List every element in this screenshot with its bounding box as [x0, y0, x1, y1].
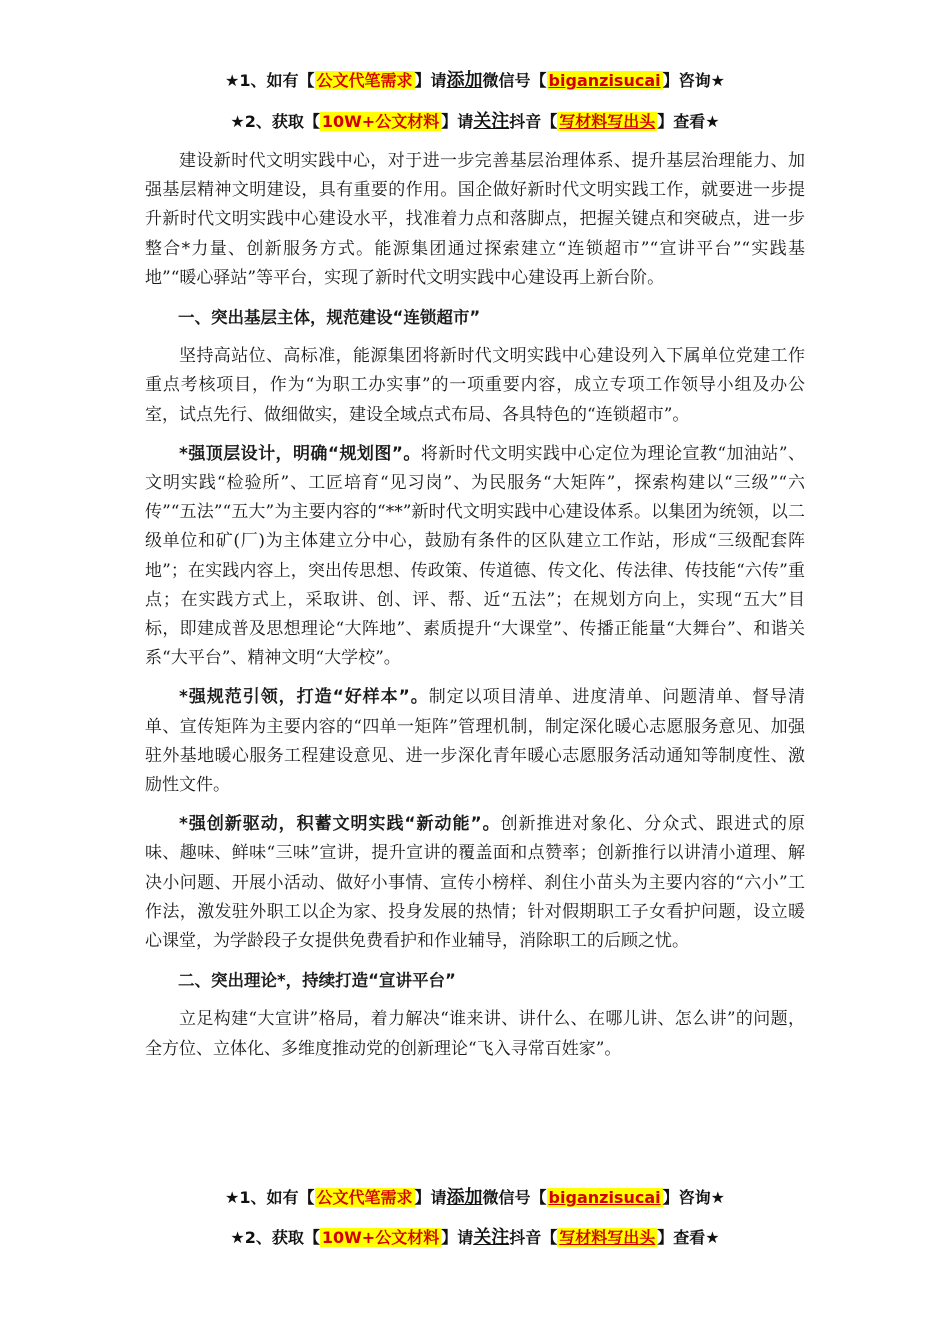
intro-paragraph: 建设新时代文明实践中心，对于进一步完善基层治理体系、提升基层治理能力、加强基层精神文明建设，具有重要的作用。国企做好新时代文明实践工作，就要进一步提升新时代文明实践中心建设水平，找准着力点和落脚点，把握关键点和突破点，进一步整合*力量、创新服务方式。能源集团通过探索建立“连锁超市”“宣讲平台”“实践基地”“暖心驿站”等平台，实现了新时代文明实践中心建设再上新台阶。 — [145, 151, 805, 288]
paragraph-text: 将新时代文明实践中心定位为理论宣教“加油站”、文明实践“检验所”、工匠培育“见习岗”、为民服务“大矩阵”，探索构建以“三级”“六传”“五法”“五大”为主要内容的“**”新时代文明实践中心建设体系。以集团为统领，以二级单位和矿(厂)为主体建立分中心，鼓励有条件的区队建立工作站，形成“三级配套阵地”；在实践内容上，突出传思想、传政策、传道德、传文化、传法律、传技能“六传”重点；在实践方式上，采取讲、创、评、帮、近“五法”；在规划方向上，实现“五大”目标，即建成普及思想理论“大阵地”、素质提升“大课堂”、传播正能量“大舞台”、和谐关系“大平台”、精神文明“大学校”。 — [145, 443, 805, 669]
banner-text: ★1、如有【 — [225, 71, 315, 90]
emphasis-add: 添加 — [446, 1187, 483, 1208]
highlight-service: 公文代笔需求 — [316, 71, 413, 90]
paragraph-text: 创新推进对象化、分众式、跟进式的原味、趣味、鲜味“三味”宣讲，提升宣讲的覆盖面和点赞率；创新推行以讲清小道理、解决小问题、开展小活动、做好小事情、宣传小榜样、刹住小苗头为主要内容的“六小”工作法，激发驻外职工以企为家、投身发展的热情；针对假期职工子女看护问题，设立暖心课堂，为学龄段子女提供免费看护和作业辅导，消除职工的后顾之忧。 — [145, 814, 805, 952]
banner-text: 抖音【 — [509, 1228, 558, 1247]
promo-banner-top-1 — [0, 70, 950, 92]
paragraph — [145, 810, 805, 956]
banner-text: 】咨询★ — [662, 1188, 725, 1207]
banner-text: 】请 — [414, 1188, 447, 1207]
emphasis-follow: 关注 — [473, 1227, 510, 1248]
highlight-wechat-id: biganzisucai — [548, 71, 661, 90]
paragraph: 立足构建“大宣讲”格局，着力解决“谁来讲、讲什么、在哪儿讲、怎么讲”的问题，全方位、立体化、多维度推动党的创新理论“飞入寻常百姓家”。 — [145, 1009, 805, 1059]
banner-text: ★2、获取【 — [230, 1228, 320, 1247]
banner-text: 】咨询★ — [662, 71, 725, 90]
highlight-douyin-id: 写材料写出头 — [559, 1228, 656, 1247]
paragraph-lead: *强规范引领，打造“好样本”。 — [179, 687, 429, 708]
banner-text: 】请 — [414, 71, 447, 90]
document-body — [145, 147, 805, 1064]
banner-text: 】查看★ — [657, 112, 720, 131]
banner-text: 】查看★ — [657, 1228, 720, 1247]
promo-banner-bottom-1 — [0, 1187, 950, 1209]
section-heading-2: 二、突出理论*，持续打造“宣讲平台” — [178, 971, 456, 991]
banner-text: 】请 — [441, 112, 474, 131]
promo-banner-bottom-2 — [0, 1227, 950, 1249]
promo-banner-top-2 — [0, 111, 950, 133]
highlight-materials: 10W+公文材料 — [321, 1228, 440, 1247]
section-heading-1: 一、突出基层主体，规范建设“连锁超市” — [178, 308, 481, 328]
paragraph — [145, 683, 805, 800]
paragraph-text: 制定以项目清单、进度清单、问题清单、督导清单、宣传矩阵为主要内容的“四单一矩阵”管理机制，制定深化暖心志愿服务意见、加强驻外基地暖心服务工程建设意见、进一步深化青年暖心志愿服务活动通知等制度性、激励性文件。 — [145, 687, 805, 796]
banner-text: 微信号【 — [482, 71, 547, 90]
highlight-service: 公文代笔需求 — [316, 1188, 413, 1207]
banner-text: ★2、获取【 — [230, 112, 320, 131]
emphasis-follow: 关注 — [473, 111, 510, 132]
paragraph-lead: *强创新驱动，积蓄文明实践“新动能”。 — [179, 814, 501, 835]
paragraph: 坚持高站位、高标准，能源集团将新时代文明实践中心建设列入下属单位党建工作重点考核项目，作为“为职工办实事”的一项重要内容，成立专项工作领导小组及办公室，试点先行、做细做实，建设全域点式布局、各具特色的“连锁超市”。 — [145, 346, 805, 425]
highlight-wechat-id: biganzisucai — [548, 1188, 661, 1207]
banner-text: 】请 — [441, 1228, 474, 1247]
emphasis-add: 添加 — [446, 70, 483, 91]
banner-text: ★1、如有【 — [225, 1188, 315, 1207]
banner-text: 抖音【 — [509, 112, 558, 131]
banner-text: 微信号【 — [482, 1188, 547, 1207]
paragraph — [145, 440, 805, 674]
highlight-douyin-id: 写材料写出头 — [559, 112, 656, 131]
paragraph-lead: *强顶层设计，明确“规划图”。 — [179, 443, 421, 464]
highlight-materials: 10W+公文材料 — [321, 112, 440, 131]
